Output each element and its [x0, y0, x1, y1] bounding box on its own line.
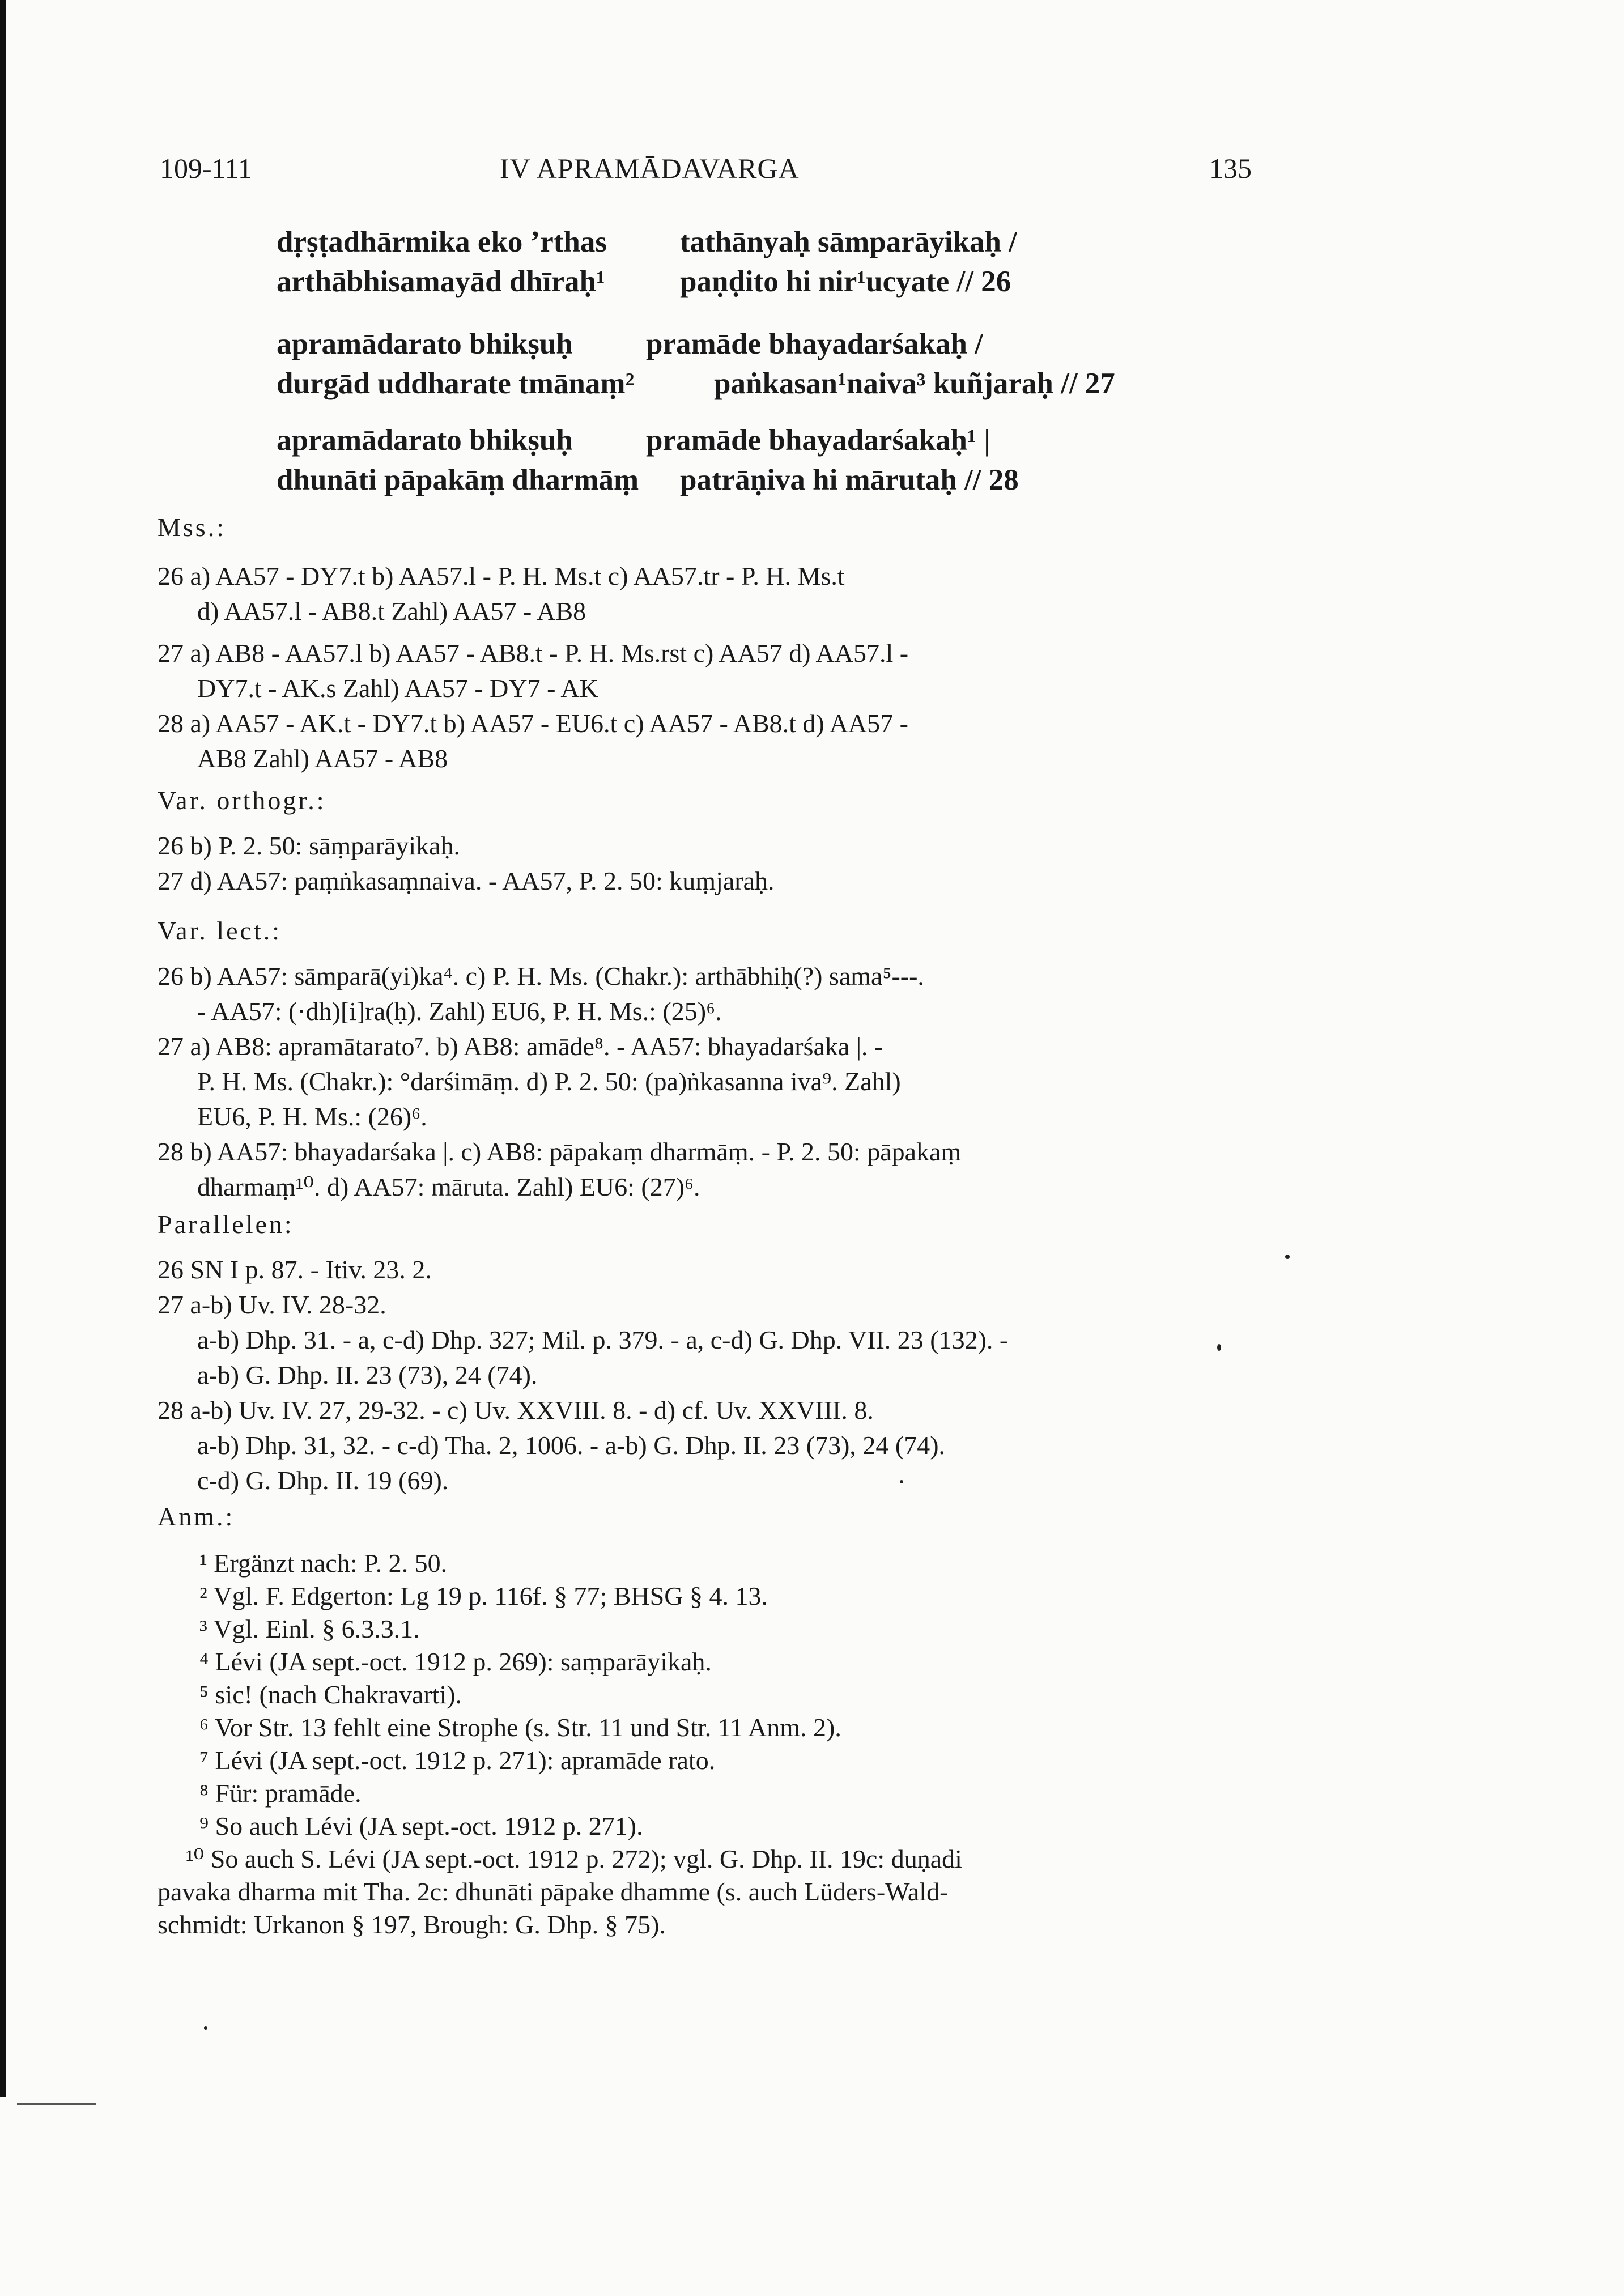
text-line: EU6, P. H. Ms.: (26)⁶.	[197, 1102, 427, 1131]
footnote: ⁷ Lévi (JA sept.-oct. 1912 p. 271): apramāde rato.	[199, 1746, 716, 1775]
footnote: ¹⁰ So auch S. Lévi (JA sept.-oct. 1912 p. 272); vgl. G. Dhp. II. 19c: duṇadi	[186, 1844, 962, 1873]
text-line: c-d) G. Dhp. II. 19 (69).	[197, 1466, 449, 1495]
footnote-continuation: pavaka dharma mit Tha. 2c: dhunāti pāpake dhamme (s. auch Lüders-Wald-	[158, 1877, 949, 1906]
text-line: a-b) G. Dhp. II. 23 (73), 24 (74).	[197, 1360, 538, 1389]
verse-pada-a: dhunāti pāpakāṃ dharmāṃ	[277, 464, 639, 496]
footnote: ⁴ Lévi (JA sept.-oct. 1912 p. 269): saṃparāyikaḥ.	[199, 1647, 712, 1676]
footnote: ⁸ Für: pramāde.	[199, 1779, 362, 1808]
verse-pada-a: durgād uddharate tmānaṃ²	[277, 367, 635, 400]
page-range: 109-111	[160, 152, 252, 184]
text-line: 27 a) AB8 - AA57.l b) AA57 - AB8.t - P. H. Ms.rst c) AA57 d) AA57.l -	[158, 639, 909, 667]
footnote: ⁵ sic! (nach Chakravarti).	[199, 1680, 462, 1709]
scan-edge-mark	[17, 2103, 96, 2105]
text-line: a-b) Dhp. 31. - a, c-d) Dhp. 327; Mil. p. 379. - a, c-d) G. Dhp. VII. 23 (132). -	[197, 1325, 1009, 1354]
text-line: 27 a) AB8: apramātarato⁷. b) AB8: amāde⁸. - AA57: bhayadarśaka |. -	[158, 1032, 883, 1061]
text-line: 28 a) AA57 - AK.t - DY7.t b) AA57 - EU6.t c) AA57 - AB8.t d) AA57 -	[158, 709, 908, 738]
text-line: 28 a-b) Uv. IV. 27, 29-32. - c) Uv. XXVIII. 8. - d) cf. Uv. XXVIII. 8.	[158, 1396, 874, 1425]
section-heading: Parallelen:	[158, 1210, 294, 1239]
verse-pada-b: patrāṇiva hi mārutaḥ // 28	[680, 464, 1019, 496]
verse-pada-b: pramāde bhayadarśakaḥ¹ |	[646, 424, 990, 457]
footnotes-list	[158, 1547, 1234, 1876]
section-heading: Anm.:	[158, 1502, 235, 1531]
running-header	[160, 152, 1252, 197]
footnote: ² Vgl. F. Edgerton: Lg 19 p. 116f. § 77; BHSG § 4. 13.	[199, 1581, 768, 1610]
text-line: dharmaṃ¹⁰. d) AA57: māruta. Zahl) EU6: (27)⁶.	[197, 1172, 700, 1201]
scan-speck	[900, 1480, 903, 1483]
scan-speck	[1217, 1344, 1221, 1351]
anm-section	[158, 1499, 1234, 1941]
text-line: 28 b) AA57: bhayadarśaka |. c) AB8: pāpakaṃ dharmāṃ. - P. 2. 50: pāpakaṃ	[158, 1137, 962, 1166]
scan-speck	[1285, 1255, 1290, 1259]
text-line: 26 b) P. 2. 50: sāṃparāyikaḥ.	[158, 831, 461, 860]
footnote: ¹ Ergänzt nach: P. 2. 50.	[199, 1549, 448, 1578]
text-line: 26 b) AA57: sāmparā(yi)ka⁴. c) P. H. Ms. (Chakr.): arthābhiḥ(?) sama⁵---.	[158, 962, 924, 990]
page-number: 135	[1209, 152, 1252, 184]
section-heading: Mss.:	[158, 513, 226, 542]
verse-pada-a: dṛṣṭadhārmika eko ’rthas	[277, 226, 607, 258]
scan-speck	[204, 2026, 207, 2030]
text-line: 26 a) AA57 - DY7.t b) AA57.l - P. H. Ms.t c) AA57.tr - P. H. Ms.t	[158, 562, 845, 590]
text-line: 27 a-b) Uv. IV. 28-32.	[158, 1290, 386, 1319]
text-line: 26 SN I p. 87. - Itiv. 23. 2.	[158, 1255, 432, 1284]
verse-pada-b: paṇḍito hi nir¹ucyate // 26	[680, 265, 1011, 298]
text-line: 27 d) AA57: paṃṅkasaṃnaiva. - AA57, P. 2. 50: kuṃjaraḥ.	[158, 866, 775, 895]
text-line: P. H. Ms. (Chakr.): °darśimāṃ. d) P. 2. 50: (pa)ṅkasanna iva⁹. Zahl)	[197, 1067, 901, 1096]
var-lect-section	[158, 913, 1234, 1205]
chapter-title: IV APRAMĀDAVARGA	[500, 152, 800, 184]
text-line: AB8 Zahl) AA57 - AB8	[197, 744, 448, 773]
text-line: a-b) Dhp. 31, 32. - c-d) Tha. 2, 1006. - a-b) G. Dhp. II. 23 (73), 24 (74).	[197, 1431, 946, 1460]
mss-section	[158, 510, 1234, 776]
verse-pada-a: apramādarato bhikṣuḥ	[277, 328, 573, 360]
text-line: d) AA57.l - AB8.t Zahl) AA57 - AB8	[197, 597, 586, 626]
verse-pada-a: apramādarato bhikṣuḥ	[277, 424, 573, 457]
text-line: - AA57: (·dh)[i]ra(ḥ). Zahl) EU6, P. H. Ms.: (25)⁶.	[197, 997, 722, 1026]
footnote-continuation: schmidt: Urkanon § 197, Brough: G. Dhp. § 75).	[158, 1910, 666, 1939]
section-heading: Var. lect.:	[158, 916, 282, 945]
verse-pada-b: tathānyaḥ sāmparāyikaḥ /	[680, 226, 1017, 258]
footnote: ⁹ So auch Lévi (JA sept.-oct. 1912 p. 271).	[199, 1812, 643, 1840]
verse-pada-a: arthābhisamayād dhīraḥ¹	[277, 265, 605, 298]
parallelen-section	[158, 1207, 1234, 1498]
var-orthogr-section	[158, 783, 1234, 899]
footnote: ³ Vgl. Einl. § 6.3.3.1.	[199, 1614, 420, 1643]
footnote: ⁶ Vor Str. 13 fehlt eine Strophe (s. Str. 11 und Str. 11 Anm. 2).	[199, 1713, 841, 1742]
section-heading: Var. orthogr.:	[158, 786, 326, 815]
scan-edge-shadow	[0, 0, 6, 2097]
verse-pada-b: paṅkasan¹naiva³ kuñjaraḥ // 27	[714, 367, 1115, 400]
verse-pada-b: pramāde bhayadarśakaḥ /	[646, 328, 983, 360]
text-line: DY7.t - AK.s Zahl) AA57 - DY7 - AK	[197, 674, 598, 703]
